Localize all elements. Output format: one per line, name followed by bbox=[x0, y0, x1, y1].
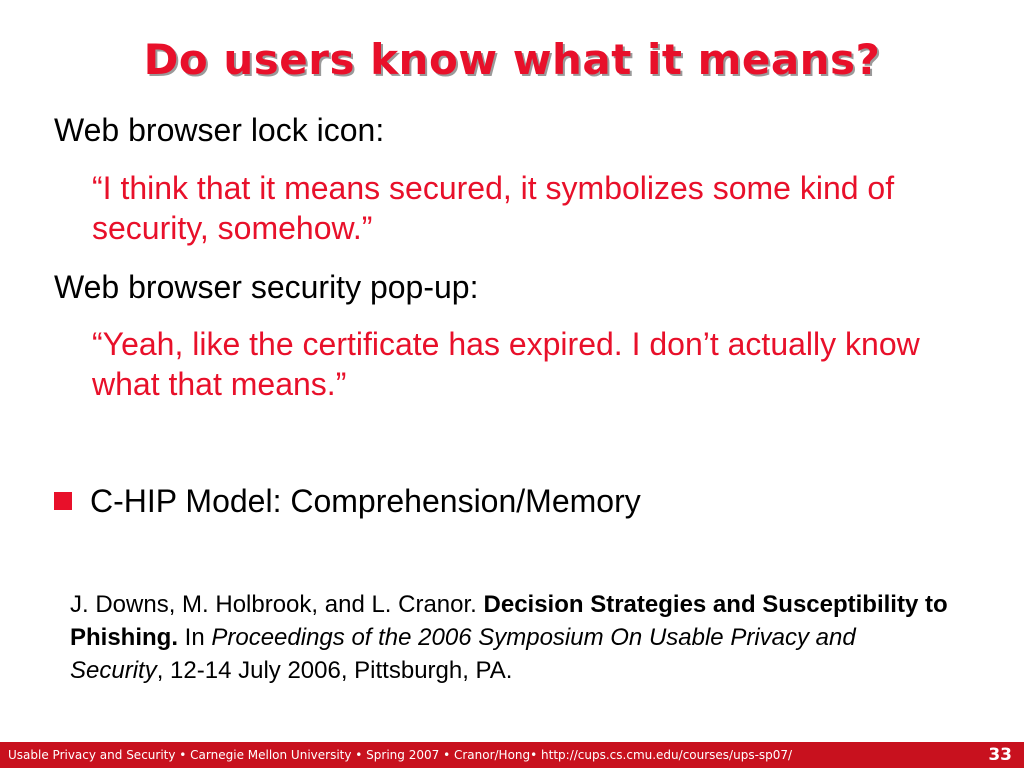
citation-venue: Proceedings of the 2006 Symposium On Usable Privacy and Security bbox=[70, 624, 856, 684]
security-popup-quote: “Yeah, like the certificate has expired. I don’t actually know what that means.” bbox=[92, 326, 920, 402]
slide-title: Do users know what it means? bbox=[143, 35, 881, 84]
lock-icon-heading: Web browser lock icon: bbox=[54, 112, 385, 148]
citation bbox=[70, 588, 950, 687]
footer-text: Usable Privacy and Security • Carnegie Mellon University • Spring 2007 • Cranor/Hong• http://cups.cs.cmu.edu/courses/ups-sp07/ bbox=[8, 748, 793, 762]
bullet-item bbox=[54, 481, 984, 521]
security-popup-heading: Web browser security pop-up: bbox=[54, 269, 479, 305]
page-number: 33 bbox=[988, 745, 1012, 765]
square-bullet-icon bbox=[54, 492, 72, 510]
citation-paper-title: Decision Strategies and Susceptibility to Phishing. bbox=[70, 591, 948, 651]
footer-bar bbox=[0, 742, 1024, 768]
citation-authors: J. Downs, M. Holbrook, and L. Cranor. bbox=[70, 591, 477, 618]
citation-details: , 12-14 July 2006, Pittsburgh, PA. bbox=[156, 657, 513, 684]
citation-in: In bbox=[184, 624, 205, 651]
lock-icon-quote: “I think that it means secured, it symbolizes some kind of security, somehow.” bbox=[92, 170, 895, 246]
bullet-text: C-HIP Model: Comprehension/Memory bbox=[90, 483, 641, 519]
